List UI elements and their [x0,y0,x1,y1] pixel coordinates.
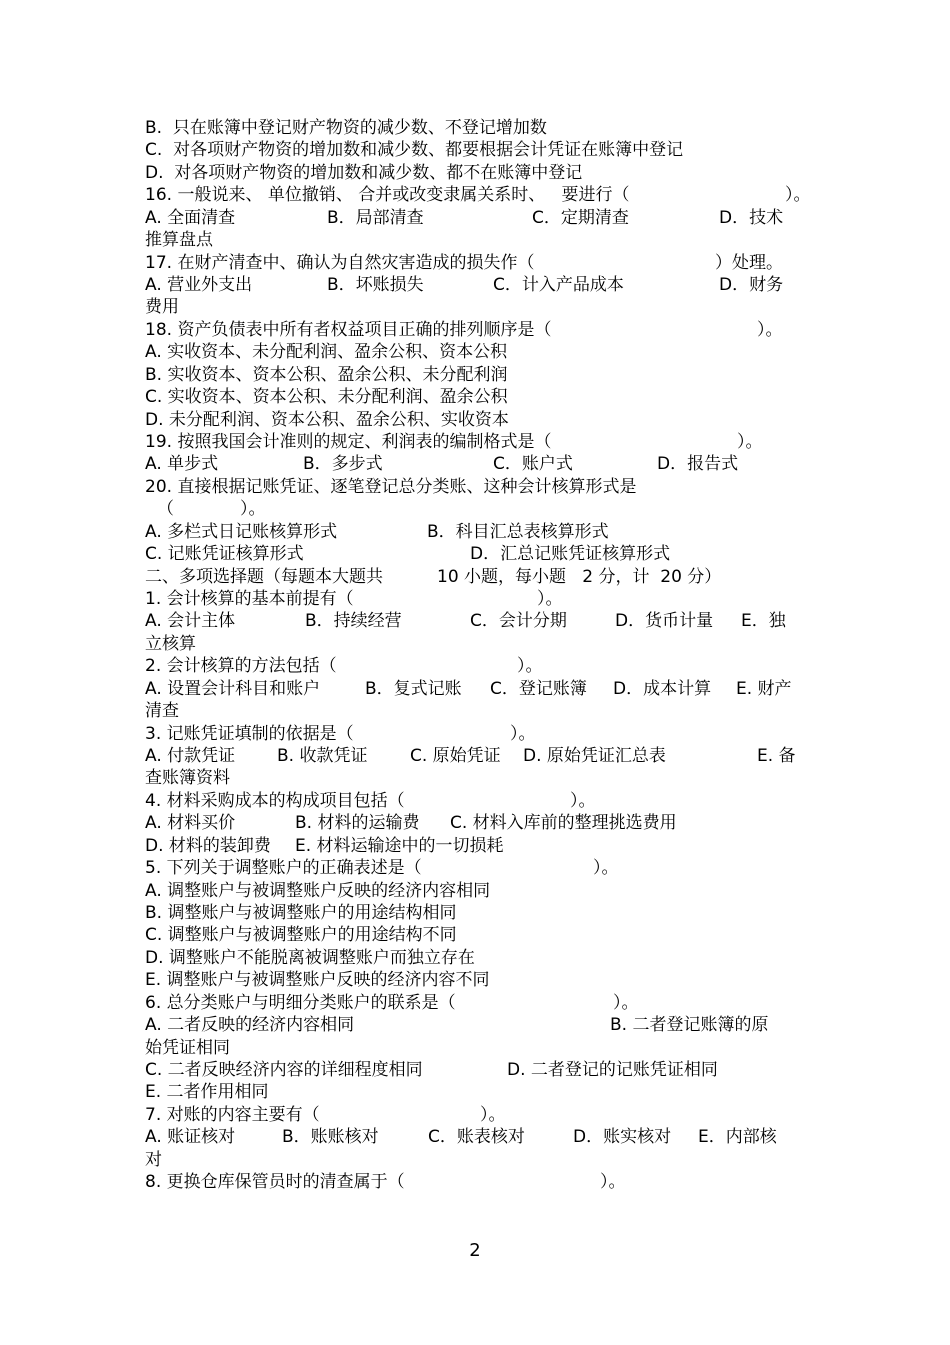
text-segment: B．科目汇总表核算形式 [427,522,609,542]
text-segment: 17. 在财产清查中、确认为自然灾害造成的损失作（ [145,253,535,273]
text-segment: ）。 [600,1172,626,1192]
text-line [145,969,810,991]
text-segment: C. 二者反映经济内容的详细程度相同 [145,1060,423,1080]
text-segment: D．汇总记账凭证核算形式 [470,544,671,564]
text-segment: E. 财产 [736,679,792,699]
text-line [145,924,810,946]
text-segment: C. 实收资本、资本公积、未分配利润、盈余公积 [145,387,508,407]
text-line [145,162,810,184]
text-segment: D．报告式 [657,454,739,474]
text-segment: A. 多栏式日记账核算形式 [145,522,338,542]
text-segment: ）。 [537,589,563,609]
text-segment: B．局部清查 [327,208,424,228]
text-segment: C. 原始凭证 [410,746,501,766]
text-line [145,880,810,902]
text-segment: D．成本计算 [613,679,712,699]
text-segment: D．财务 [719,275,784,295]
text-segment: ）处理。 [715,253,783,273]
text-segment: A. 设置会计科目和账户 [145,679,321,699]
text-segment: 立核算 [145,634,196,654]
text-line [145,700,810,722]
text-segment: 18. 资产负债表中所有者权益项目正确的排列顺序是（ [145,320,552,340]
text-line [145,364,810,386]
page-number: 2 [469,1240,481,1261]
text-line [145,252,810,274]
text-segment: B．多步式 [303,454,383,474]
text-line [145,790,810,812]
text-segment: A. 调整账户与被调整账户反映的经济内容相同 [145,881,491,901]
text-segment: ）。 [570,791,596,811]
text-segment: 对 [145,1150,162,1170]
text-segment: 1. 会计核算的基本前提有（ [145,589,354,609]
text-segment: 20. 直接根据记账凭证、逐笔登记总分类账、这种会计核算形式是 [145,477,637,497]
text-line [145,453,810,475]
text-line [145,409,810,431]
text-line [145,296,810,318]
text-segment: 始凭证相同 [145,1038,230,1058]
text-line [145,117,810,139]
text-line [145,521,810,543]
text-line [145,767,810,789]
text-segment: 6. 总分类账户与明细分类账户的联系是（ [145,993,456,1013]
text-segment: D. 对各项财产物资的增加数和减少数、都不在账簿中登记 [145,163,583,183]
text-line [145,1037,810,1059]
text-segment: B. 收款凭证 [277,746,368,766]
text-line [145,1104,810,1126]
text-segment: A. 账证核对 [145,1127,236,1147]
text-line [145,1126,810,1148]
text-segment: C．账表核对 [428,1127,525,1147]
text-segment: A. 付款凭证 [145,746,236,766]
text-segment: C．登记账簿 [490,679,587,699]
text-line [145,319,810,341]
text-segment: 4. 材料采购成本的构成项目包括（ [145,791,405,811]
text-segment: E. 备 [757,746,796,766]
text-line [145,1149,810,1171]
text-line [145,812,810,834]
text-segment: E. 材料运输途中的一切损耗 [295,836,504,856]
text-segment: B．坏账损失 [327,275,424,295]
text-segment: D. 未分配利润、资本公积、盈余公积、实收资本 [145,410,509,430]
text-segment: ）。 [757,320,783,340]
text-line [145,992,810,1014]
text-segment: C. 记账凭证核算形式 [145,544,304,564]
text-segment: 2. 会计核算的方法包括（ [145,656,337,676]
text-line [145,1081,810,1103]
text-segment: C．会计分期 [470,611,567,631]
text-segment: 8. 更换仓库保管员时的清查属于（ [145,1172,405,1192]
text-segment: C. 调整账户与被调整账户的用途结构不同 [145,925,457,945]
text-segment: A. 全面清查 [145,208,236,228]
text-segment: （ [157,499,174,519]
text-segment: ）。 [737,432,763,452]
text-line [145,184,810,206]
text-segment: E．内部核 [698,1127,777,1147]
text-segment: A. 单步式 [145,454,219,474]
text-line [145,655,810,677]
text-segment: B．复式记账 [365,679,462,699]
text-segment: D．技术 [719,208,784,228]
text-segment: ）。 [480,1105,506,1125]
text-segment: C. 材料入库前的整理挑选费用 [450,813,677,833]
text-line [145,229,810,251]
text-line [145,1059,810,1081]
text-line [145,498,810,520]
text-line [145,902,810,924]
text-segment: C．定期清查 [532,208,629,228]
text-line [145,857,810,879]
text-segment: D．货币计量 [615,611,714,631]
text-line [145,274,810,296]
text-line [145,678,810,700]
text-segment: ）。 [613,993,639,1013]
text-segment: C．计入产品成本 [493,275,624,295]
text-segment: 3. 记账凭证填制的依据是（ [145,724,354,744]
text-segment: 7. 对账的内容主要有（ [145,1105,320,1125]
text-segment: D. 调整账户不能脱离被调整账户而独立存在 [145,948,475,968]
text-segment: A. 会计主体 [145,611,236,631]
text-segment: A. 实收资本、未分配利润、盈余公积、资本公积 [145,342,508,362]
text-segment: B. 调整账户与被调整账户的用途结构相同 [145,903,457,923]
text-line [145,341,810,363]
text-segment: ）。 [240,499,266,519]
text-segment: B．持续经营 [305,611,402,631]
text-segment: B. 实收资本、资本公积、盈余公积、未分配利润 [145,365,508,385]
text-line [145,476,810,498]
text-line [145,566,810,588]
text-segment: 费用 [145,297,179,317]
text-segment: C. 对各项财产物资的增加数和减少数、都要根据会计凭证在账簿中登记 [145,140,684,160]
text-segment: B．账账核对 [282,1127,379,1147]
text-line [145,386,810,408]
text-segment: A. 材料买价 [145,813,236,833]
text-segment: ）。 [785,185,811,205]
text-line [145,947,810,969]
text-segment: A. 二者反映的经济内容相同 [145,1015,355,1035]
text-segment: 查账簿资料 [145,768,230,788]
text-segment: B. 只在账簿中登记财产物资的减少数、不登记增加数 [145,118,547,138]
text-line [145,1171,810,1193]
text-segment: E．独 [741,611,786,631]
text-segment: 16. 一般说来、 单位撤销、 合并或改变隶属关系时、 要进行（ [145,185,630,205]
text-line [145,1014,810,1036]
text-line [145,745,810,767]
text-segment: 二、多项选择题（每题本大题共 [145,567,383,587]
text-segment: D. 原始凭证汇总表 [523,746,666,766]
text-segment: A. 营业外支出 [145,275,253,295]
text-line [145,633,810,655]
text-line [145,723,810,745]
text-segment: 19. 按照我国会计准则的规定、利润表的编制格式是（ [145,432,552,452]
text-segment: B. 材料的运输费 [295,813,420,833]
text-line [145,543,810,565]
text-segment: 推算盘点 [145,230,213,250]
text-segment: E. 调整账户与被调整账户反映的经济内容不同 [145,970,490,990]
text-segment: D. 材料的装卸费 [145,836,271,856]
text-segment: ）。 [510,724,536,744]
text-segment: ）。 [593,858,619,878]
text-line [145,431,810,453]
text-segment: C．账户式 [493,454,573,474]
text-line [145,207,810,229]
text-segment: 10 小题，每小题 2 分，计 20 分） [437,567,722,587]
text-segment: D．账实核对 [573,1127,672,1147]
text-segment: B. 二者登记账簿的原 [610,1015,769,1035]
text-segment: D. 二者登记的记账凭证相同 [507,1060,718,1080]
text-line [145,835,810,857]
text-line [145,610,810,632]
text-segment: E. 二者作用相同 [145,1082,269,1102]
text-segment: 5. 下列关于调整账户的正确表述是（ [145,858,422,878]
text-segment: ）。 [517,656,543,676]
text-line [145,588,810,610]
text-line [145,139,810,161]
text-segment: 清查 [145,701,179,721]
